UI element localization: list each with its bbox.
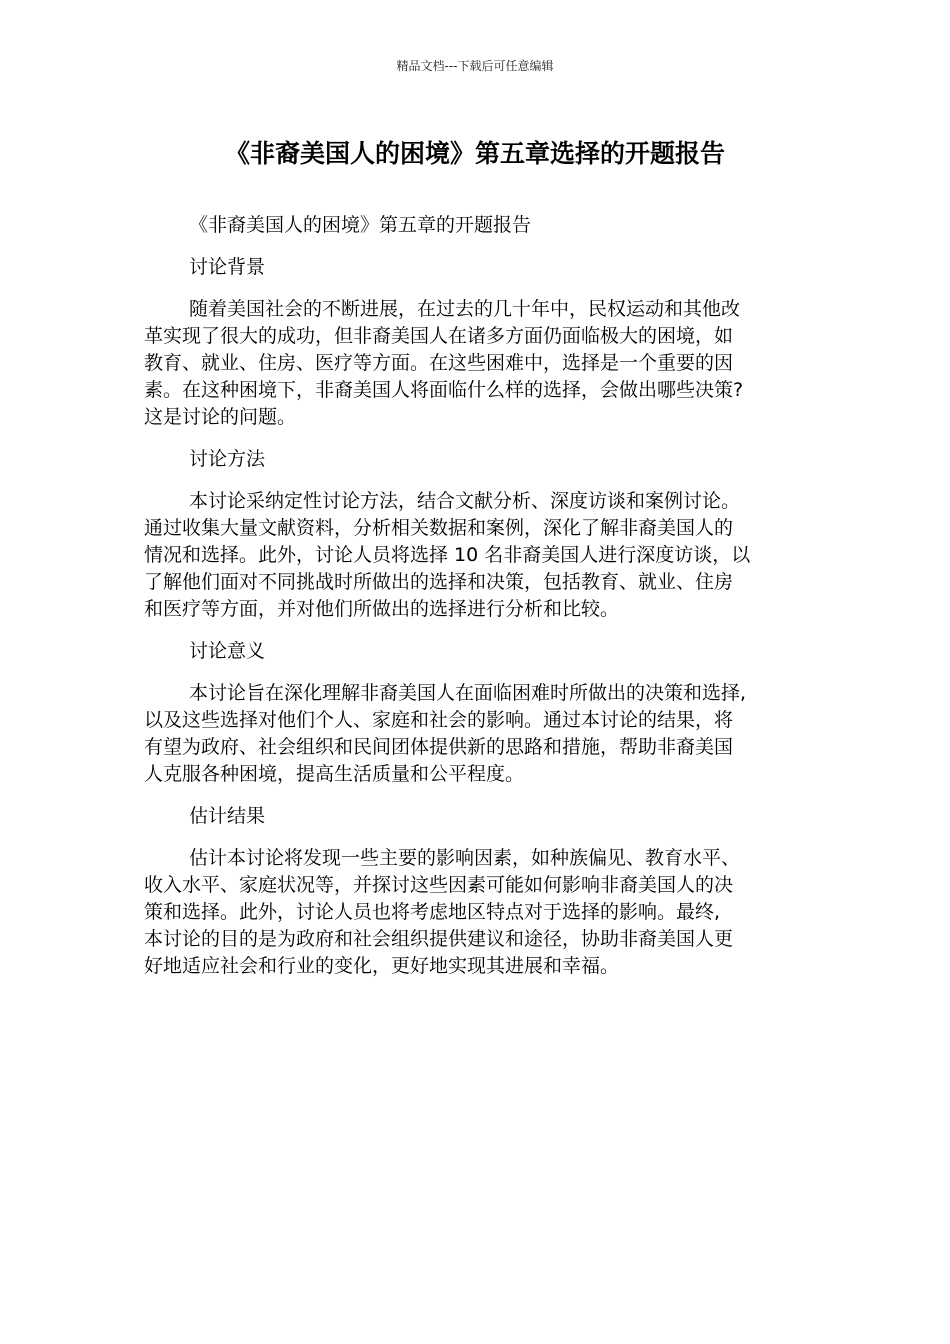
paragraph-line: 好地适应社会和行业的变化，更好地实现其进展和幸福。 — [144, 955, 620, 977]
paragraph-line: 策和选择。此外，讨论人员也将考虑地区特点对于选择的影响。最终, — [144, 901, 721, 923]
paragraph-line: 素。在这种困境下，非裔美国人将面临什么样的选择，会做出哪些决策? — [144, 379, 744, 401]
document-subtitle: 《非裔美国人的困境》第五章的开题报告 — [189, 214, 532, 236]
paragraph-line: 这是讨论的问题。 — [144, 406, 297, 428]
paragraph-line: 革实现了很大的成功，但非裔美国人在诸多方面仍面临极大的困境，如 — [144, 325, 734, 347]
paragraph-line: 通过收集大量文献资料，分析相关数据和案例，深化了解非裔美国人的 — [144, 517, 734, 539]
section-paragraph-method — [144, 488, 806, 623]
paragraph-line: 随着美国社会的不断进展，在过去的几十年中，民权运动和其他改 — [189, 298, 741, 320]
section-heading-method: 讨论方法 — [189, 448, 266, 470]
paragraph-line: 本讨论的目的是为政府和社会组织提供建议和途径，协助非裔美国人更 — [144, 928, 734, 950]
section-paragraph-significance — [144, 680, 806, 788]
paragraph-line: 情况和选择。此外，讨论人员将选择 10 名非裔美国人进行深度访谈，以 — [144, 544, 751, 566]
document-body — [144, 212, 806, 995]
document-title: 《非裔美国人的困境》第五章选择的开题报告 — [224, 139, 725, 168]
page-header-note: 精品文档---下载后可任意编辑 — [396, 59, 554, 73]
section-heading-expected-results: 估计结果 — [189, 805, 266, 827]
paragraph-line: 本讨论旨在深化理解非裔美国人在面临困难时所做出的决策和选择, — [189, 682, 747, 704]
paragraph-line: 和医疗等方面，并对他们所做出的选择进行分析和比较。 — [144, 598, 620, 620]
paragraph-line: 收入水平、家庭状况等，并探讨这些因素可能如何影响非裔美国人的决 — [144, 874, 734, 896]
section-paragraph-expected-results — [144, 845, 806, 980]
paragraph-line: 有望为政府、社会组织和民间团体提供新的思路和措施，帮助非裔美国 — [144, 736, 734, 758]
section-heading-background: 讨论背景 — [189, 256, 266, 278]
section-heading-significance: 讨论意义 — [189, 640, 266, 662]
paragraph-line: 以及这些选择对他们个人、家庭和社会的影响。通过本讨论的结果，将 — [144, 709, 734, 731]
paragraph-line: 人克服各种困境，提高生活质量和公平程度。 — [144, 763, 525, 785]
paragraph-line: 本讨论采纳定性讨论方法，结合文献分析、深度访谈和案例讨论。 — [189, 490, 741, 512]
paragraph-line: 了解他们面对不同挑战时所做出的选择和决策，包括教育、就业、住房 — [144, 571, 734, 593]
paragraph-line: 估计本讨论将发现一些主要的影响因素，如种族偏见、教育水平、 — [189, 847, 741, 869]
paragraph-line: 教育、就业、住房、医疗等方面。在这些困难中，选择是一个重要的因 — [144, 352, 734, 374]
section-paragraph-background — [144, 296, 806, 431]
